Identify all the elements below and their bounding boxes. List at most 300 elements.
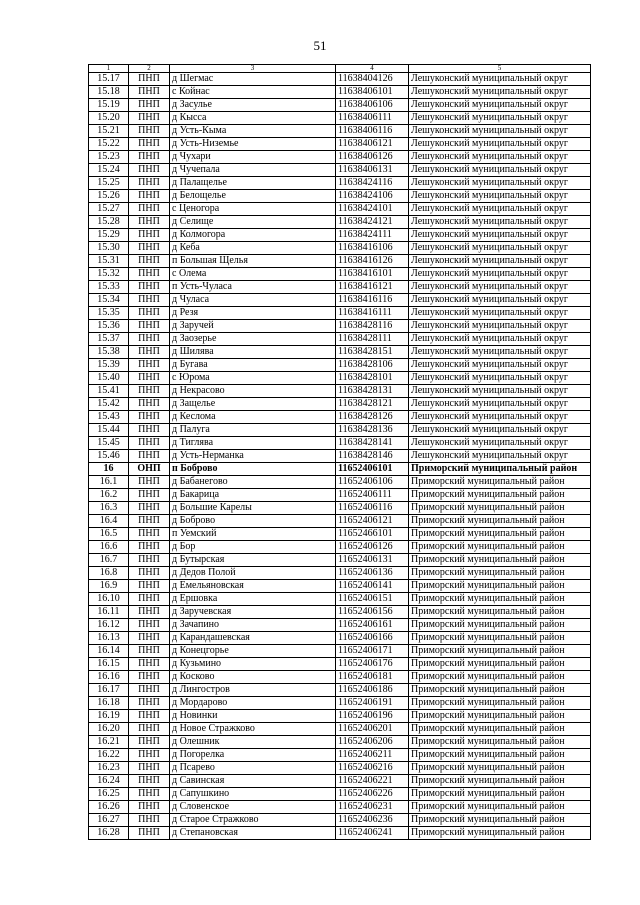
district-cell: Приморский муниципальный район xyxy=(409,684,591,697)
code-cell: 11638416106 xyxy=(336,242,409,255)
table-row xyxy=(89,307,591,320)
code-cell: 11638428126 xyxy=(336,411,409,424)
table-row xyxy=(89,476,591,489)
row-number-cell: 16.18 xyxy=(89,697,129,710)
row-number-cell: 15.33 xyxy=(89,281,129,294)
type-cell: ПНП xyxy=(129,697,170,710)
table-row xyxy=(89,190,591,203)
type-cell: ПНП xyxy=(129,476,170,489)
row-number-cell: 16 xyxy=(89,463,129,476)
type-cell: ПНП xyxy=(129,684,170,697)
settlement-name-cell: д Старое Стражково xyxy=(170,814,336,827)
row-number-cell: 15.38 xyxy=(89,346,129,359)
settlement-name-cell: д Колмогора xyxy=(170,229,336,242)
code-cell: 11638428136 xyxy=(336,424,409,437)
table-row xyxy=(89,671,591,684)
district-cell: Приморский муниципальный район xyxy=(409,827,591,840)
type-cell: ПНП xyxy=(129,736,170,749)
settlement-name-cell: д Шилява xyxy=(170,346,336,359)
table-row xyxy=(89,645,591,658)
settlement-name-cell: д Усть-Низемье xyxy=(170,138,336,151)
table-row xyxy=(89,515,591,528)
settlement-name-cell: д Карандашевская xyxy=(170,632,336,645)
row-number-cell: 15.34 xyxy=(89,294,129,307)
row-number-cell: 15.46 xyxy=(89,450,129,463)
code-cell: 11652406106 xyxy=(336,476,409,489)
table-row xyxy=(89,580,591,593)
district-cell: Приморский муниципальный район xyxy=(409,463,591,476)
settlement-name-cell: д Бор xyxy=(170,541,336,554)
row-number-cell: 15.43 xyxy=(89,411,129,424)
table-row xyxy=(89,281,591,294)
settlement-name-cell: д Усть-Нерманка xyxy=(170,450,336,463)
district-cell: Приморский муниципальный район xyxy=(409,567,591,580)
code-cell: 11638428111 xyxy=(336,333,409,346)
row-number-cell: 15.30 xyxy=(89,242,129,255)
district-cell: Приморский муниципальный район xyxy=(409,814,591,827)
code-cell: 11638424111 xyxy=(336,229,409,242)
type-cell: ПНП xyxy=(129,294,170,307)
district-cell: Лешуконский муниципальный округ xyxy=(409,216,591,229)
code-cell: 11638416121 xyxy=(336,281,409,294)
district-cell: Лешуконский муниципальный округ xyxy=(409,346,591,359)
row-number-cell: 16.2 xyxy=(89,489,129,502)
table-row xyxy=(89,385,591,398)
type-cell: ПНП xyxy=(129,333,170,346)
type-cell: ПНП xyxy=(129,73,170,86)
type-cell: ПНП xyxy=(129,346,170,359)
row-number-cell: 16.1 xyxy=(89,476,129,489)
table-row xyxy=(89,411,591,424)
district-cell: Лешуконский муниципальный округ xyxy=(409,411,591,424)
type-cell: ПНП xyxy=(129,788,170,801)
code-cell: 11652406131 xyxy=(336,554,409,567)
code-cell: 11652406156 xyxy=(336,606,409,619)
table-row xyxy=(89,632,591,645)
settlement-name-cell: д Лингостров xyxy=(170,684,336,697)
table-row xyxy=(89,242,591,255)
district-cell: Приморский муниципальный район xyxy=(409,528,591,541)
column-numbers-row xyxy=(89,65,591,73)
district-cell: Лешуконский муниципальный округ xyxy=(409,190,591,203)
settlement-name-cell: д Бутырская xyxy=(170,554,336,567)
district-cell: Приморский муниципальный район xyxy=(409,671,591,684)
type-cell: ПНП xyxy=(129,372,170,385)
settlement-name-cell: д Псарево xyxy=(170,762,336,775)
code-cell: 11638428106 xyxy=(336,359,409,372)
type-cell: ПНП xyxy=(129,593,170,606)
settlement-name-cell: п Усть-Чуласа xyxy=(170,281,336,294)
district-cell: Приморский муниципальный район xyxy=(409,606,591,619)
table-row xyxy=(89,723,591,736)
table-row xyxy=(89,203,591,216)
district-cell: Приморский муниципальный район xyxy=(409,775,591,788)
type-cell: ПНП xyxy=(129,190,170,203)
table-row xyxy=(89,320,591,333)
table-row xyxy=(89,112,591,125)
type-cell: ПНП xyxy=(129,827,170,840)
type-cell: ПНП xyxy=(129,528,170,541)
code-cell: 11638424101 xyxy=(336,203,409,216)
type-cell: ПНП xyxy=(129,320,170,333)
settlement-name-cell: д Тиглява xyxy=(170,437,336,450)
settlement-name-cell: д Заручевская xyxy=(170,606,336,619)
table-row xyxy=(89,710,591,723)
settlement-name-cell: д Савинская xyxy=(170,775,336,788)
district-cell: Лешуконский муниципальный округ xyxy=(409,177,591,190)
settlement-name-cell: с Олема xyxy=(170,268,336,281)
settlement-name-cell: д Конецгорье xyxy=(170,645,336,658)
type-cell: ПНП xyxy=(129,632,170,645)
table-row xyxy=(89,424,591,437)
district-cell: Лешуконский муниципальный округ xyxy=(409,112,591,125)
row-number-cell: 16.7 xyxy=(89,554,129,567)
table-row xyxy=(89,463,591,476)
type-cell: ПНП xyxy=(129,437,170,450)
table-row xyxy=(89,593,591,606)
settlement-name-cell: д Боброво xyxy=(170,515,336,528)
district-cell: Лешуконский муниципальный округ xyxy=(409,372,591,385)
code-cell: 11652406171 xyxy=(336,645,409,658)
district-cell: Лешуконский муниципальный округ xyxy=(409,398,591,411)
type-cell: ПНП xyxy=(129,229,170,242)
table-row xyxy=(89,268,591,281)
settlement-name-cell: д Степановская xyxy=(170,827,336,840)
code-cell: 11638406116 xyxy=(336,125,409,138)
column-header: 4 xyxy=(336,65,409,73)
row-number-cell: 15.42 xyxy=(89,398,129,411)
type-cell: ПНП xyxy=(129,515,170,528)
type-cell: ПНП xyxy=(129,164,170,177)
district-cell: Лешуконский муниципальный округ xyxy=(409,307,591,320)
district-cell: Приморский муниципальный район xyxy=(409,541,591,554)
row-number-cell: 16.6 xyxy=(89,541,129,554)
table-row xyxy=(89,99,591,112)
type-cell: ПНП xyxy=(129,424,170,437)
settlement-name-cell: д Емельяновская xyxy=(170,580,336,593)
type-cell: ПНП xyxy=(129,268,170,281)
type-cell: ПНП xyxy=(129,138,170,151)
code-cell: 11652406236 xyxy=(336,814,409,827)
row-number-cell: 15.32 xyxy=(89,268,129,281)
code-cell: 11652406206 xyxy=(336,736,409,749)
row-number-cell: 16.14 xyxy=(89,645,129,658)
district-cell: Лешуконский муниципальный округ xyxy=(409,86,591,99)
table-row xyxy=(89,333,591,346)
row-number-cell: 16.22 xyxy=(89,749,129,762)
table-row xyxy=(89,749,591,762)
row-number-cell: 16.10 xyxy=(89,593,129,606)
settlement-name-cell: д Чуласа xyxy=(170,294,336,307)
code-cell: 11652406211 xyxy=(336,749,409,762)
code-cell: 11652406126 xyxy=(336,541,409,554)
row-number-cell: 15.28 xyxy=(89,216,129,229)
type-cell: ПНП xyxy=(129,99,170,112)
settlement-name-cell: д Ершовка xyxy=(170,593,336,606)
district-cell: Лешуконский муниципальный округ xyxy=(409,99,591,112)
code-cell: 11638428121 xyxy=(336,398,409,411)
table-row xyxy=(89,788,591,801)
district-cell: Лешуконский муниципальный округ xyxy=(409,138,591,151)
type-cell: ПНП xyxy=(129,398,170,411)
type-cell: ПНП xyxy=(129,151,170,164)
table-row xyxy=(89,762,591,775)
code-cell: 11652406176 xyxy=(336,658,409,671)
district-cell: Приморский муниципальный район xyxy=(409,580,591,593)
code-cell: 11652406216 xyxy=(336,762,409,775)
settlement-name-cell: с Койнас xyxy=(170,86,336,99)
table-row xyxy=(89,216,591,229)
table-row xyxy=(89,567,591,580)
row-number-cell: 15.37 xyxy=(89,333,129,346)
settlement-name-cell: д Заозерье xyxy=(170,333,336,346)
settlement-name-cell: с Ценогора xyxy=(170,203,336,216)
district-cell: Лешуконский муниципальный округ xyxy=(409,255,591,268)
row-number-cell: 15.24 xyxy=(89,164,129,177)
settlement-name-cell: д Олешник xyxy=(170,736,336,749)
row-number-cell: 15.22 xyxy=(89,138,129,151)
code-cell: 11638424106 xyxy=(336,190,409,203)
code-cell: 11652406116 xyxy=(336,502,409,515)
table-row xyxy=(89,489,591,502)
row-number-cell: 15.31 xyxy=(89,255,129,268)
row-number-cell: 15.27 xyxy=(89,203,129,216)
district-cell: Приморский муниципальный район xyxy=(409,645,591,658)
district-cell: Приморский муниципальный район xyxy=(409,515,591,528)
settlement-name-cell: д Сапушкино xyxy=(170,788,336,801)
table-row xyxy=(89,73,591,86)
row-number-cell: 16.15 xyxy=(89,658,129,671)
settlement-name-cell: д Селище xyxy=(170,216,336,229)
district-cell: Лешуконский муниципальный округ xyxy=(409,320,591,333)
table-row xyxy=(89,827,591,840)
district-cell: Приморский муниципальный район xyxy=(409,593,591,606)
table-row xyxy=(89,398,591,411)
row-number-cell: 15.29 xyxy=(89,229,129,242)
type-cell: ПНП xyxy=(129,242,170,255)
type-cell: ПНП xyxy=(129,385,170,398)
settlement-name-cell: д Новинки xyxy=(170,710,336,723)
district-cell: Лешуконский муниципальный округ xyxy=(409,437,591,450)
type-cell: ПНП xyxy=(129,489,170,502)
code-cell: 11638428141 xyxy=(336,437,409,450)
settlement-name-cell: д Резя xyxy=(170,307,336,320)
table-row xyxy=(89,502,591,515)
row-number-cell: 15.18 xyxy=(89,86,129,99)
code-cell: 11652406201 xyxy=(336,723,409,736)
settlement-name-cell: д Палуга xyxy=(170,424,336,437)
district-cell: Лешуконский муниципальный округ xyxy=(409,281,591,294)
settlement-name-cell: д Бабанегово xyxy=(170,476,336,489)
type-cell: ПНП xyxy=(129,814,170,827)
code-cell: 11652406111 xyxy=(336,489,409,502)
table-row xyxy=(89,684,591,697)
district-cell: Приморский муниципальный район xyxy=(409,788,591,801)
table-row xyxy=(89,450,591,463)
code-cell: 11638424116 xyxy=(336,177,409,190)
code-cell: 11652406231 xyxy=(336,801,409,814)
type-cell: ПНП xyxy=(129,801,170,814)
code-cell: 11638406101 xyxy=(336,86,409,99)
settlement-name-cell: д Кеслома xyxy=(170,411,336,424)
district-cell: Лешуконский муниципальный округ xyxy=(409,424,591,437)
type-cell: ПНП xyxy=(129,281,170,294)
code-cell: 11638416116 xyxy=(336,294,409,307)
district-cell: Приморский муниципальный район xyxy=(409,502,591,515)
district-cell: Приморский муниципальный район xyxy=(409,710,591,723)
type-cell: ОНП xyxy=(129,463,170,476)
column-header: 5 xyxy=(409,65,591,73)
settlement-name-cell: д Мордарово xyxy=(170,697,336,710)
settlement-name-cell: д Бакарица xyxy=(170,489,336,502)
settlement-name-cell: п Уемский xyxy=(170,528,336,541)
table-body xyxy=(89,65,591,840)
row-number-cell: 16.20 xyxy=(89,723,129,736)
code-cell: 11652406226 xyxy=(336,788,409,801)
row-number-cell: 15.21 xyxy=(89,125,129,138)
type-cell: ПНП xyxy=(129,567,170,580)
table-row xyxy=(89,138,591,151)
row-number-cell: 16.11 xyxy=(89,606,129,619)
row-number-cell: 15.19 xyxy=(89,99,129,112)
settlement-name-cell: д Бугава xyxy=(170,359,336,372)
type-cell: ПНП xyxy=(129,450,170,463)
settlement-name-cell: д Новое Стражково xyxy=(170,723,336,736)
settlement-name-cell: д Кеба xyxy=(170,242,336,255)
table-row xyxy=(89,554,591,567)
settlement-name-cell: с Юрома xyxy=(170,372,336,385)
table-row xyxy=(89,346,591,359)
table-row xyxy=(89,801,591,814)
settlement-name-cell: д Большие Карелы xyxy=(170,502,336,515)
district-cell: Лешуконский муниципальный округ xyxy=(409,229,591,242)
row-number-cell: 16.9 xyxy=(89,580,129,593)
table-row xyxy=(89,528,591,541)
column-header: 2 xyxy=(129,65,170,73)
code-cell: 11652406101 xyxy=(336,463,409,476)
type-cell: ПНП xyxy=(129,762,170,775)
settlement-name-cell: д Заручей xyxy=(170,320,336,333)
row-number-cell: 15.26 xyxy=(89,190,129,203)
table-row xyxy=(89,151,591,164)
row-number-cell: 16.16 xyxy=(89,671,129,684)
settlement-name-cell: д Чучепала xyxy=(170,164,336,177)
district-cell: Лешуконский муниципальный округ xyxy=(409,385,591,398)
code-cell: 11652406151 xyxy=(336,593,409,606)
type-cell: ПНП xyxy=(129,775,170,788)
code-cell: 11652406241 xyxy=(336,827,409,840)
settlement-name-cell: д Шегмас xyxy=(170,73,336,86)
district-cell: Приморский муниципальный район xyxy=(409,762,591,775)
type-cell: ПНП xyxy=(129,255,170,268)
settlements-table xyxy=(88,64,591,840)
table-row xyxy=(89,814,591,827)
settlement-name-cell: д Зачапино xyxy=(170,619,336,632)
type-cell: ПНП xyxy=(129,203,170,216)
code-cell: 11652466101 xyxy=(336,528,409,541)
district-cell: Приморский муниципальный район xyxy=(409,476,591,489)
table-row xyxy=(89,697,591,710)
district-cell: Приморский муниципальный район xyxy=(409,736,591,749)
settlement-name-cell: д Усть-Кыма xyxy=(170,125,336,138)
code-cell: 11638428101 xyxy=(336,372,409,385)
page-number: 51 xyxy=(313,38,327,53)
code-cell: 11638404126 xyxy=(336,73,409,86)
row-number-cell: 16.5 xyxy=(89,528,129,541)
district-cell: Лешуконский муниципальный округ xyxy=(409,125,591,138)
type-cell: ПНП xyxy=(129,749,170,762)
district-cell: Приморский муниципальный район xyxy=(409,658,591,671)
table-row xyxy=(89,606,591,619)
type-cell: ПНП xyxy=(129,359,170,372)
type-cell: ПНП xyxy=(129,619,170,632)
row-number-cell: 15.40 xyxy=(89,372,129,385)
table-row xyxy=(89,775,591,788)
code-cell: 11638406121 xyxy=(336,138,409,151)
type-cell: ПНП xyxy=(129,645,170,658)
code-cell: 11638406106 xyxy=(336,99,409,112)
row-number-cell: 15.44 xyxy=(89,424,129,437)
settlement-name-cell: д Погорелка xyxy=(170,749,336,762)
type-cell: ПНП xyxy=(129,411,170,424)
code-cell: 11638428116 xyxy=(336,320,409,333)
table-row xyxy=(89,294,591,307)
row-number-cell: 16.8 xyxy=(89,567,129,580)
code-cell: 11638416126 xyxy=(336,255,409,268)
type-cell: ПНП xyxy=(129,580,170,593)
district-cell: Приморский муниципальный район xyxy=(409,632,591,645)
district-cell: Лешуконский муниципальный округ xyxy=(409,333,591,346)
table-row xyxy=(89,255,591,268)
settlement-name-cell: д Кузьмино xyxy=(170,658,336,671)
row-number-cell: 16.12 xyxy=(89,619,129,632)
table-row xyxy=(89,86,591,99)
type-cell: ПНП xyxy=(129,502,170,515)
row-number-cell: 15.17 xyxy=(89,73,129,86)
settlement-name-cell: д Белощелье xyxy=(170,190,336,203)
table-row xyxy=(89,164,591,177)
district-cell: Лешуконский муниципальный округ xyxy=(409,359,591,372)
row-number-cell: 16.24 xyxy=(89,775,129,788)
type-cell: ПНП xyxy=(129,177,170,190)
row-number-cell: 16.13 xyxy=(89,632,129,645)
code-cell: 11652406136 xyxy=(336,567,409,580)
row-number-cell: 16.4 xyxy=(89,515,129,528)
district-cell: Приморский муниципальный район xyxy=(409,554,591,567)
code-cell: 11638428146 xyxy=(336,450,409,463)
table-row xyxy=(89,619,591,632)
settlement-name-cell: д Защелье xyxy=(170,398,336,411)
settlement-name-cell: д Некрасово xyxy=(170,385,336,398)
table-row xyxy=(89,125,591,138)
settlement-name-cell: п Большая Щелья xyxy=(170,255,336,268)
type-cell: ПНП xyxy=(129,216,170,229)
row-number-cell: 16.25 xyxy=(89,788,129,801)
row-number-cell: 15.45 xyxy=(89,437,129,450)
district-cell: Лешуконский муниципальный округ xyxy=(409,203,591,216)
table-row xyxy=(89,541,591,554)
type-cell: ПНП xyxy=(129,125,170,138)
row-number-cell: 15.25 xyxy=(89,177,129,190)
type-cell: ПНП xyxy=(129,658,170,671)
row-number-cell: 15.23 xyxy=(89,151,129,164)
code-cell: 11638428131 xyxy=(336,385,409,398)
type-cell: ПНП xyxy=(129,671,170,684)
row-number-cell: 16.17 xyxy=(89,684,129,697)
row-number-cell: 16.19 xyxy=(89,710,129,723)
row-number-cell: 16.26 xyxy=(89,801,129,814)
district-cell: Приморский муниципальный район xyxy=(409,489,591,502)
